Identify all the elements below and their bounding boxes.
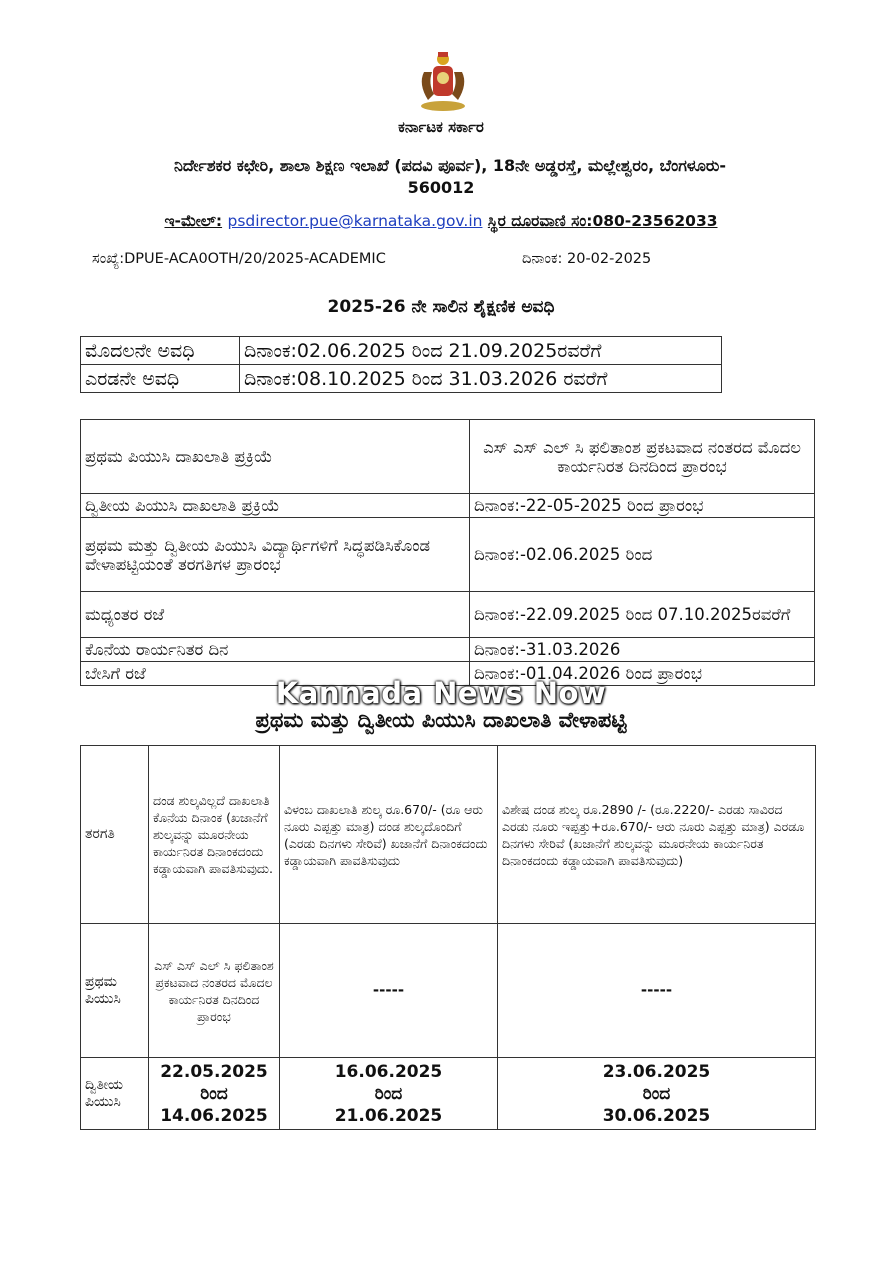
page-title: 2025-26 ನೇ ಸಾಲಿನ ಶೈಕ್ಷಣಿಕ ಅವಧಿ <box>327 297 555 317</box>
process-table <box>80 419 815 686</box>
term-value: ದಿನಾಂಕ:08.10.2025 ರಿಂದ 31.03.2026 ರವರೆಗೆ <box>240 365 722 393</box>
row2-no-fine <box>149 1058 280 1130</box>
process-value: ದಿನಾಂಕ:-22-05-2025 ರಿಂದ ಪ್ರಾರಂಭ <box>470 494 815 518</box>
contact-line <box>0 212 882 231</box>
email-link[interactable]: psdirector.pue@karnataka.gov.in <box>227 212 483 230</box>
term-label: ಮೊದಲನೇ ಅವಧಿ <box>81 337 240 365</box>
process-label: ಮಧ್ಯಂತರ ರಜೆ <box>81 592 470 638</box>
row2-late-fee <box>280 1058 498 1130</box>
table-row <box>81 924 816 1058</box>
date-to: 30.06.2025 <box>602 1105 711 1126</box>
row1-no-fine: ಎಸ್ ಎಸ್ ಎಲ್ ಸಿ ಫಲಿತಾಂಶ ಪ್ರಕಟವಾದ ನಂತರದ ಮೊದಲ ಕಾರ್ಯನಿರತ ದಿನದಿಂದ ಪ್ರಾರಂಭ <box>149 924 280 1058</box>
karnataka-emblem-icon <box>414 50 472 114</box>
table-row <box>81 638 815 662</box>
admission-table <box>80 745 816 1130</box>
row1-late-fee: ----- <box>280 924 498 1058</box>
row1-special-fee: ----- <box>498 924 816 1058</box>
office-pincode: 560012 <box>407 178 475 197</box>
table-row <box>81 420 815 494</box>
watermark-text: Kannada News Now <box>275 676 607 710</box>
process-value: ದಿನಾಂಕ:-22.09.2025 ರಿಂದ 07.10.2025ರವರೆಗೆ <box>470 592 815 638</box>
date-mid: ರಿಂದ <box>374 1083 403 1104</box>
row-class: ದ್ವಿತೀಯ ಪಿಯುಸಿ <box>81 1058 149 1130</box>
process-label: ಪ್ರಥಮ ಮತ್ತು ದ್ವಿತೀಯ ಪಿಯುಸಿ ವಿದ್ಯಾರ್ಥಿಗಳಿಗೆ ಸಿದ್ಧಪಡಿಸಿಕೊಂಡ ವೇಳಾಪಟ್ಟಿಯಂತೆ ತರಗತಿಗಳ ಪ್ರಾರಂಭ <box>81 518 470 592</box>
date-to: 21.06.2025 <box>334 1105 443 1126</box>
phone-label: ಸ್ಥಿರ ದೂರವಾಣಿ ಸಂ:080-23562033 <box>487 212 718 230</box>
table-row <box>81 518 815 592</box>
date-from: 16.06.2025 <box>334 1061 443 1082</box>
row-class: ಪ್ರಥಮ ಪಿಯುಸಿ <box>81 924 149 1058</box>
office-address: ನಿರ್ದೇಶಕರ ಕಛೇರಿ, ಶಾಲಾ ಶಿಕ್ಷಣ ಇಲಾಖೆ (ಪದವಿ ಪೂರ್ವ), 18ನೇ ಅಡ್ಡರಸ್ತೆ, ಮಲ್ಲೇಶ್ವರಂ, ಬೆಂಗಳೂರು- <box>173 156 727 175</box>
table-row <box>81 1058 816 1130</box>
government-name: ಕರ್ನಾಟಕ ಸರ್ಕಾರ <box>398 118 484 136</box>
process-label: ಕೊನೆಯ ರಾರ್ಯನಿತರ ದಿನ <box>81 638 470 662</box>
process-label: ಪ್ರಥಮ ಪಿಯುಸಿ ದಾಖಲಾತಿ ಪ್ರಕ್ರಿಯೆ <box>81 420 470 494</box>
header-late-fee: ವಿಳಂಬ ದಾಖಲಾತಿ ಶುಲ್ಕ ರೂ.670/- (ರೂ ಆರು ನೂರು ಎಪ್ಪತ್ತು ಮಾತ್ರ) ದಂಡ ಶುಲ್ಕದೊಂದಿಗೆ (ಎರಡು ದಿನಗಳು ಸೇರಿವೆ) ಖಜಾನೆಗೆ ದಿನಾಂಕದಂದು ಕಡ್ಡಾಯವಾಗಿ ಪಾವತಿಸುವುದು <box>280 746 498 924</box>
reference-date: ದಿನಾಂಕ: 20-02-2025 <box>522 251 652 267</box>
date-to: 14.06.2025 <box>160 1105 268 1126</box>
header-class: ತರಗತಿ <box>81 746 149 924</box>
date-from: 22.05.2025 <box>160 1061 268 1082</box>
date-mid: ರಿಂದ <box>642 1083 671 1104</box>
admission-title: ಪ್ರಥಮ ಮತ್ತು ದ್ವಿತೀಯ ಪಿಯುಸಿ ದಾಖಲಾತಿ ವೇಳಾಪಟ್ಟಿ <box>255 708 627 732</box>
header-special-fee: ವಿಶೇಷ ದಂಡ ಶುಲ್ಕ ರೂ.2890 /- (ರೂ.2220/- ಎರಡು ಸಾವಿರದ ಎರಡು ನೂರು ಇಪ್ಪತ್ತು+ರೂ.670/- ಆರು ನೂರು ಎಪ್ಪತ್ತು ಮಾತ್ರ) ಎರಡೂ ದಿನಗಳು ಸೇರಿವೆ (ಖಜಾನೆಗೆ ಶುಲ್ಕವನ್ನು ಮೂರನೇಯ ಕಾರ್ಯನಿರತ ದಿನಾಂಕದಂದು ಕಡ್ಡಾಯವಾಗಿ ಪಾವತಿಸುವುದು) <box>498 746 816 924</box>
process-label: ಬೇಸಿಗೆ ರಜೆ <box>81 662 470 686</box>
process-label: ದ್ವಿತೀಯ ಪಿಯುಸಿ ದಾಖಲಾತಿ ಪ್ರಕ್ರಿಯೆ <box>81 494 470 518</box>
term-value: ದಿನಾಂಕ:02.06.2025 ರಿಂದ 21.09.2025ರವರೆಗೆ <box>240 337 722 365</box>
table-row <box>81 592 815 638</box>
date-mid: ರಿಂದ <box>200 1083 228 1104</box>
term-label: ಎರಡನೇ ಅವಧಿ <box>81 365 240 393</box>
date-from: 23.06.2025 <box>602 1061 711 1082</box>
terms-table <box>80 336 722 393</box>
process-value: ದಿನಾಂಕ:-31.03.2026 <box>470 638 815 662</box>
process-value: ದಿನಾಂಕ:-02.06.2025 ರಿಂದ <box>470 518 815 592</box>
reference-number: ಸಂಖ್ಯೆ:DPUE-ACA0OTH/20/2025-ACADEMIC <box>92 251 386 267</box>
row2-special-fee <box>498 1058 816 1130</box>
process-value: ದಿನಾಂಕ:-01.04.2026 ರಿಂದ ಪ್ರಾರಂಭ <box>470 662 815 686</box>
table-header-row <box>81 746 816 924</box>
process-value: ಎಸ್ ಎಸ್ ಎಲ್ ಸಿ ಫಲಿತಾಂಶ ಪ್ರಕಟವಾದ ನಂತರದ ಮೊದಲ ಕಾರ್ಯನಿರತ ದಿನದಿಂದ ಪ್ರಾರಂಭ <box>470 420 815 494</box>
table-row <box>81 337 722 365</box>
email-label: ಇ-ಮೇಲ್: <box>164 212 223 230</box>
table-row <box>81 494 815 518</box>
header-no-fine: ದಂಡ ಶುಲ್ಕವಿಲ್ಲದೆ ದಾಖಲಾತಿ ಕೊನೆಯ ದಿನಾಂಕ (ಖಜಾನೆಗೆ ಶುಲ್ಕವನ್ನು ಮೂರನೇಯ ಕಾರ್ಯನಿರತ ದಿನಾಂಕದಂದು ಕಡ್ಡಾಯವಾಗಿ ಪಾವತಿಸುವುದು. <box>149 746 280 924</box>
table-row <box>81 365 722 393</box>
